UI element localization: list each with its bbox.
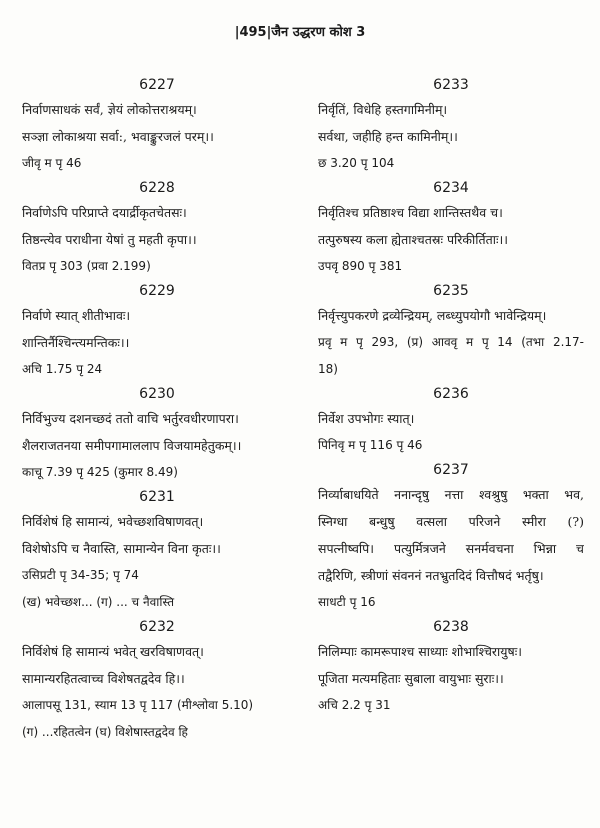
source-reference: छ 3.20 पृ 104 <box>318 156 395 170</box>
verse-line: निर्वृतिं, विधेहि हस्तगामिनीम्। <box>318 102 448 117</box>
entry-number: 6229 <box>139 283 175 299</box>
quote-entry <box>318 280 584 383</box>
verse-line: निर्वाणसाधकं सर्वं, ज्ञेयं लोकोत्तराश्रयम्। <box>22 102 197 117</box>
verse-line: निर्वाणे स्यात् शीतीभावः। <box>22 308 131 323</box>
verse-line: निलिम्पाः कामरूपाश्च साध्याः शोभाश्चिरायुषः। <box>318 644 523 659</box>
source-reference: प्रवृ म पृ 293, (प्र) आववृ म पृ 14 (तभा 2.17- <box>318 335 584 349</box>
quote-entry <box>22 616 292 746</box>
source-reference: उसिप्रटी पृ 34-35; पृ 74 <box>22 568 139 582</box>
page-header: |495|जैन उद्धरण कोश 3 <box>234 25 366 40</box>
verse-line: सपत्नीष्वपि। पत्युर्मित्रजने सनर्मवचना भिन्ना च <box>318 541 584 556</box>
verse-line: निर्विभुज्य दशनच्छदं ततो वाचि भर्तुरवधीरणापरा। <box>22 411 239 426</box>
verse-line: निर्वेश उपभोगः स्यात्। <box>318 411 415 426</box>
source-reference: (ग) ...रहितत्वेन (घ) विशेषास्तद्वदेव हि <box>22 725 188 739</box>
verse-line: निर्वाणेऽपि परिप्राप्ते दयार्द्रीकृतचेतसः। <box>22 205 187 220</box>
entry-number: 6233 <box>433 77 469 93</box>
right-column <box>318 74 584 719</box>
source-reference: (ख) भवेच्छश... (ग) ... च नैवास्ति <box>22 595 175 609</box>
source-reference: पिनिवृ म पृ 116 पृ 46 <box>318 438 423 452</box>
quote-entry <box>22 486 292 616</box>
source-reference: 18) <box>318 362 338 376</box>
verse-line: निर्वृतिश्च प्रतिष्ठाश्च विद्या शान्तिस्तथैव च। <box>318 205 503 220</box>
quote-entry <box>318 383 584 459</box>
source-reference: अचि 2.2 पृ 31 <box>318 698 391 712</box>
entry-number: 6234 <box>433 180 469 196</box>
verse-line: सञ्ज्ञा लोकाश्रया सर्वा:, भवाङ्कुरजलं परम्।। <box>22 129 214 144</box>
quote-entry <box>22 280 292 383</box>
source-reference: काचू 7.39 पृ 425 (कुमार 8.49) <box>22 465 178 479</box>
left-column <box>22 74 292 746</box>
verse-line: निर्विशेषं हि सामान्यं, भवेच्छशविषाणवत्। <box>22 514 204 529</box>
verse-line: शान्तिर्नैश्चिन्त्यमन्तिकः।। <box>22 335 130 350</box>
verse-line: तिष्ठन्त्येव पराधीना येषां तु महती कृपा।। <box>22 232 197 247</box>
source-reference: आलापसू 131, स्याम 13 पृ 117 (मीश्लोवा 5.10) <box>22 698 254 712</box>
verse-line: पूजिता मत्यमहिताः सुबाला वायुभाः सुराः।। <box>318 671 504 686</box>
verse-line: निर्व्याबाधयिते ननान्दृषु नत्ता श्वश्रुषु भक्ता भव, <box>318 487 584 502</box>
quote-entry <box>318 74 584 177</box>
entry-number: 6231 <box>139 489 175 505</box>
verse-line: निर्वृत्त्युपकरणे द्रव्येन्द्रियम्, लब्ध्युपयोगौ भावेन्द्रियम्। <box>318 308 547 323</box>
verse-line: स्निग्धा बन्धुषु वत्सला परिजने स्मीरा (?) <box>318 514 584 529</box>
verse-line: विशेषोऽपि च नैवास्ति, सामान्येन विना कृतः।। <box>22 541 221 556</box>
source-reference: वितप्र पृ 303 (प्रवा 2.199) <box>22 259 151 273</box>
source-reference: जीवृ म पृ 46 <box>22 156 82 170</box>
quote-entry <box>22 74 292 177</box>
entry-number: 6236 <box>433 386 469 402</box>
quote-entry <box>22 383 292 486</box>
verse-line: निर्विशेषं हि सामान्यं भवेत् खरविषाणवत्। <box>22 644 204 659</box>
entry-number: 6230 <box>139 386 175 402</box>
verse-line: तद्वैरिणि, स्त्रीणां संवननं नतभ्रुतदिदं वित्तौषदं भर्तृषु। <box>318 568 544 583</box>
verse-line: शैलराजतनया समीपगामाललाप विजयामहेतुकम्।। <box>22 438 242 453</box>
verse-line: सर्वथा, जहीहि हन्त कामिनीम्।। <box>318 129 458 144</box>
entry-number: 6232 <box>139 619 175 635</box>
quote-entry <box>318 616 584 719</box>
entry-number: 6238 <box>433 619 469 635</box>
verse-line: तत्पुरुषस्य कला ह्येताश्चतस्रः परिकीर्तिताः।। <box>318 232 508 247</box>
source-reference: उपवृ 890 पृ 381 <box>318 259 403 273</box>
entry-number: 6227 <box>139 77 175 93</box>
quote-entry <box>318 177 584 280</box>
quote-entry <box>22 177 292 280</box>
entry-number: 6228 <box>139 180 175 196</box>
source-reference: साधटी पृ 16 <box>318 595 376 609</box>
source-reference: अचि 1.75 पृ 24 <box>22 362 103 376</box>
entry-number: 6237 <box>433 462 469 478</box>
verse-line: सामान्यरहितत्वाच्च विशेषतद्वदेव हि।। <box>22 671 185 686</box>
quote-entry <box>318 459 584 616</box>
entry-number: 6235 <box>433 283 469 299</box>
